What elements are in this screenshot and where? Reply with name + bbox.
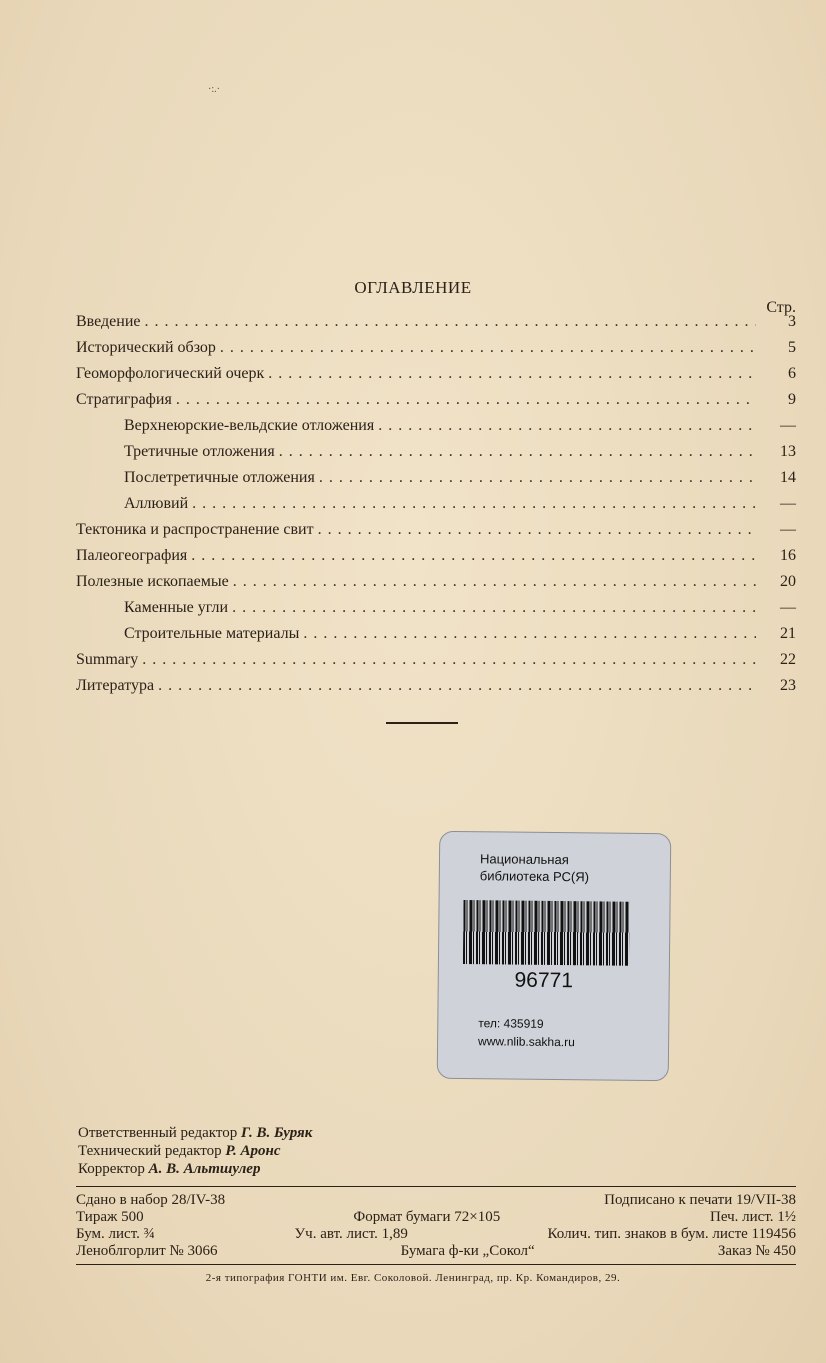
toc-entry bbox=[76, 339, 796, 365]
toc-entry-title: Литература bbox=[76, 677, 155, 694]
toc-entry-page: 14 bbox=[780, 469, 796, 486]
toc-entry-title: Послетретичные отложения bbox=[124, 469, 315, 486]
toc-leader bbox=[279, 443, 756, 461]
toc-entry-title: Верхнеюрские-вельдские отложения bbox=[124, 417, 375, 434]
library-name bbox=[480, 850, 660, 886]
credit-name: А. В. Альтшулер bbox=[148, 1161, 261, 1177]
toc-entry-title: Введение bbox=[76, 313, 141, 330]
toc-entry bbox=[76, 677, 796, 703]
imprint-signed: Подписано к печати 19/VII-38 bbox=[604, 1192, 796, 1208]
toc-entry-title: Полезные ископаемые bbox=[76, 573, 229, 590]
table-of-contents bbox=[76, 313, 796, 703]
library-phone: тел: 435919 bbox=[478, 1016, 544, 1031]
toc-entry-page: 9 bbox=[788, 391, 796, 408]
imprint-order: Заказ № 450 bbox=[717, 1243, 796, 1259]
toc-entry-page: 23 bbox=[780, 677, 796, 694]
toc-entry-title: Геоморфологический очерк bbox=[76, 365, 265, 382]
credit-label: Технический редактор bbox=[78, 1143, 222, 1159]
toc-entry-title: Строительные материалы bbox=[124, 625, 300, 642]
toc-entry-page: 22 bbox=[780, 651, 796, 668]
credit-editor bbox=[78, 1124, 312, 1142]
credit-label: Корректор bbox=[78, 1161, 145, 1177]
toc-entry-page: — bbox=[780, 417, 796, 434]
imprint-bottom-rule bbox=[76, 1264, 796, 1265]
toc-entry bbox=[76, 313, 796, 339]
toc-leader bbox=[142, 651, 756, 669]
barcode-number: 96771 bbox=[514, 968, 574, 993]
imprint-paper-sheets: Бум. лист. ¾ bbox=[76, 1226, 155, 1242]
toc-leader bbox=[191, 547, 756, 565]
toc-entry-title: Стратиграфия bbox=[76, 391, 172, 408]
toc-entry bbox=[76, 521, 796, 547]
credit-corrector bbox=[78, 1160, 312, 1178]
toc-entry-page: — bbox=[780, 495, 796, 512]
toc-entry-page: 6 bbox=[788, 365, 796, 382]
credit-name: Р. Аронс bbox=[225, 1143, 281, 1159]
library-website: www.nlib.sakha.ru bbox=[478, 1034, 575, 1050]
toc-entry-page: — bbox=[780, 521, 796, 538]
toc-subentry bbox=[76, 469, 796, 495]
toc-entry-page: 5 bbox=[788, 339, 796, 356]
toc-entry bbox=[76, 573, 796, 599]
library-barcode-sticker bbox=[437, 831, 672, 1081]
toc-entry-page: 13 bbox=[780, 443, 796, 460]
toc-leader bbox=[145, 313, 757, 331]
toc-entry-page: — bbox=[780, 599, 796, 616]
toc-leader bbox=[232, 599, 756, 617]
toc-leader bbox=[268, 365, 756, 383]
toc-leader bbox=[192, 495, 756, 513]
toc-entry-title: Аллювий bbox=[124, 495, 189, 512]
library-contacts bbox=[478, 1014, 575, 1051]
barcode-icon bbox=[463, 900, 630, 966]
toc-entry-page: 3 bbox=[788, 313, 796, 330]
imprint-row bbox=[76, 1192, 796, 1209]
imprint-chars: Колич. тип. знаков в бум. листе 119456 bbox=[547, 1226, 796, 1242]
toc-leader bbox=[318, 521, 756, 539]
toc-leader bbox=[233, 573, 756, 591]
imprint-lenoblgorlit: Леноблгорлит № 3066 bbox=[76, 1243, 218, 1259]
toc-entry bbox=[76, 365, 796, 391]
library-name-line2: библиотека РС(Я) bbox=[479, 868, 590, 885]
imprint-top-rule bbox=[76, 1186, 796, 1187]
imprint-row bbox=[76, 1209, 796, 1226]
imprint-author-sheets: Уч. авт. лист. 1,89 bbox=[294, 1226, 408, 1242]
imprint-paper-factory: Бумага ф-ки „Сокол“ bbox=[400, 1243, 535, 1259]
toc-leader bbox=[319, 469, 756, 487]
section-divider bbox=[386, 722, 458, 724]
toc-subentry bbox=[76, 599, 796, 625]
printer-line: 2-я типография ГОНТИ им. Евг. Соколовой. Ленинград, пр. Кр. Командиров, 29. bbox=[205, 1272, 621, 1284]
toc-entry bbox=[76, 547, 796, 573]
credit-tech-editor bbox=[78, 1142, 312, 1160]
editorial-credits bbox=[78, 1124, 312, 1178]
imprint-print-run: Тираж 500 bbox=[76, 1209, 144, 1225]
toc-entry-page: 16 bbox=[780, 547, 796, 564]
toc-entry-title: Тектоника и распространение свит bbox=[76, 521, 314, 538]
toc-subentry bbox=[76, 495, 796, 521]
toc-entry-title: Summary bbox=[76, 651, 139, 668]
toc-subentry bbox=[76, 417, 796, 443]
toc-entry-page: 20 bbox=[780, 573, 796, 590]
imprint-format: Формат бумаги 72×105 bbox=[353, 1209, 501, 1225]
toc-entry-page: 21 bbox=[780, 625, 796, 642]
toc-leader bbox=[303, 625, 756, 643]
toc-subentry bbox=[76, 625, 796, 651]
toc-leader bbox=[378, 417, 756, 435]
credit-name: Г. В. Буряк bbox=[241, 1125, 313, 1141]
toc-leader bbox=[220, 339, 756, 357]
imprint-submitted: Сдано в набор 28/IV-38 bbox=[76, 1192, 226, 1208]
toc-page-header: Стр. bbox=[766, 299, 796, 316]
toc-title: ОГЛАВЛЕНИЕ bbox=[354, 278, 472, 297]
toc-entry-title: Третичные отложения bbox=[124, 443, 275, 460]
library-name-line1: Национальная bbox=[479, 851, 569, 868]
toc-leader bbox=[176, 391, 756, 409]
ink-smudge: ·:.· bbox=[208, 84, 220, 95]
toc-subentry bbox=[76, 443, 796, 469]
imprint-row bbox=[76, 1243, 796, 1260]
toc-entry bbox=[76, 391, 796, 417]
toc-entry-title: Палеогеография bbox=[76, 547, 188, 564]
toc-entry bbox=[76, 651, 796, 677]
imprint-print-sheets: Печ. лист. 1½ bbox=[709, 1209, 796, 1225]
toc-leader bbox=[158, 677, 756, 695]
imprint-row bbox=[76, 1226, 796, 1243]
toc-entry-title: Исторический обзор bbox=[76, 339, 216, 356]
toc-entry-title: Каменные угли bbox=[124, 599, 229, 616]
imprint-block bbox=[76, 1192, 796, 1260]
credit-label: Ответственный редактор bbox=[78, 1125, 238, 1141]
